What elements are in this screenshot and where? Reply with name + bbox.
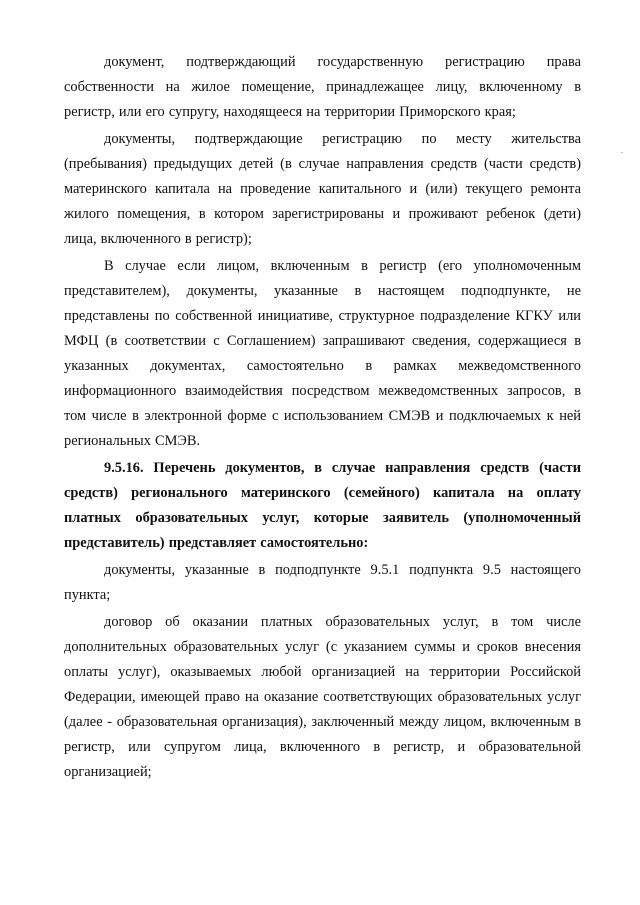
paragraph-documents-reference: документы, указанные в подподпункте 9.5.1 подпункта 9.5 настоящего пункта; (64, 561, 581, 603)
paragraph-ownership-document: документ, подтверждающий государственную регистрацию права собственности на жилое помещение, принадлежащее лицу, включенному в регистр, или его супругу, находящееся на территории Приморского края; (64, 54, 581, 121)
section-heading-9-5-16: 9.5.16. Перечень документов, в случае направления средств (части средств) регионального материнского (семейного) капитала на оплату платных образовательных услуг, которые заявитель (уполномоченный представитель) представляет самостоятельно: (64, 460, 581, 552)
paragraph-residence-registration: документы, подтверждающие регистрацию по месту жительства (пребывания) предыдущих детей (в случае направления средств (части средств) материнского капитала на проведение капитального и (или) текущего ремонта жилого помещения, в котором зарегистрированы и проживают ребенок (дети) лица, включенного в регистр); (64, 130, 581, 248)
paragraph-education-contract: договор об оказании платных образовательных услуг, в том числе дополнительных образовательных услуг (с указанием суммы и сроков внесения оплаты услуг), оказываемых любой организацией на территории Российской Федерации, имеющей право на оказание соответствующих образовательных услуг (далее - образовательная организация), заключенный между лицом, включенным в регистр, или супругом лица, включенного в регистр, и образовательной организацией; (64, 613, 581, 781)
document-body (64, 50, 581, 787)
paragraph-interagency-request: В случае если лицом, включенным в регистр (его уполномоченным представителем), документы, указанные в настоящем подподпункте, не представлены по собственной инициативе, структурное подразделение КГКУ или МФЦ (в соответствии с Соглашением) запрашивают сведения, содержащиеся в указанных документах, самостоятельно в рамках межведомственного информационного взаимодействия посредством межведомственных запросов, в том числе в электронной форме с использованием СМЭВ и подключаемых к ней региональных СМЭВ. (64, 257, 581, 450)
margin-mark (621, 152, 623, 153)
